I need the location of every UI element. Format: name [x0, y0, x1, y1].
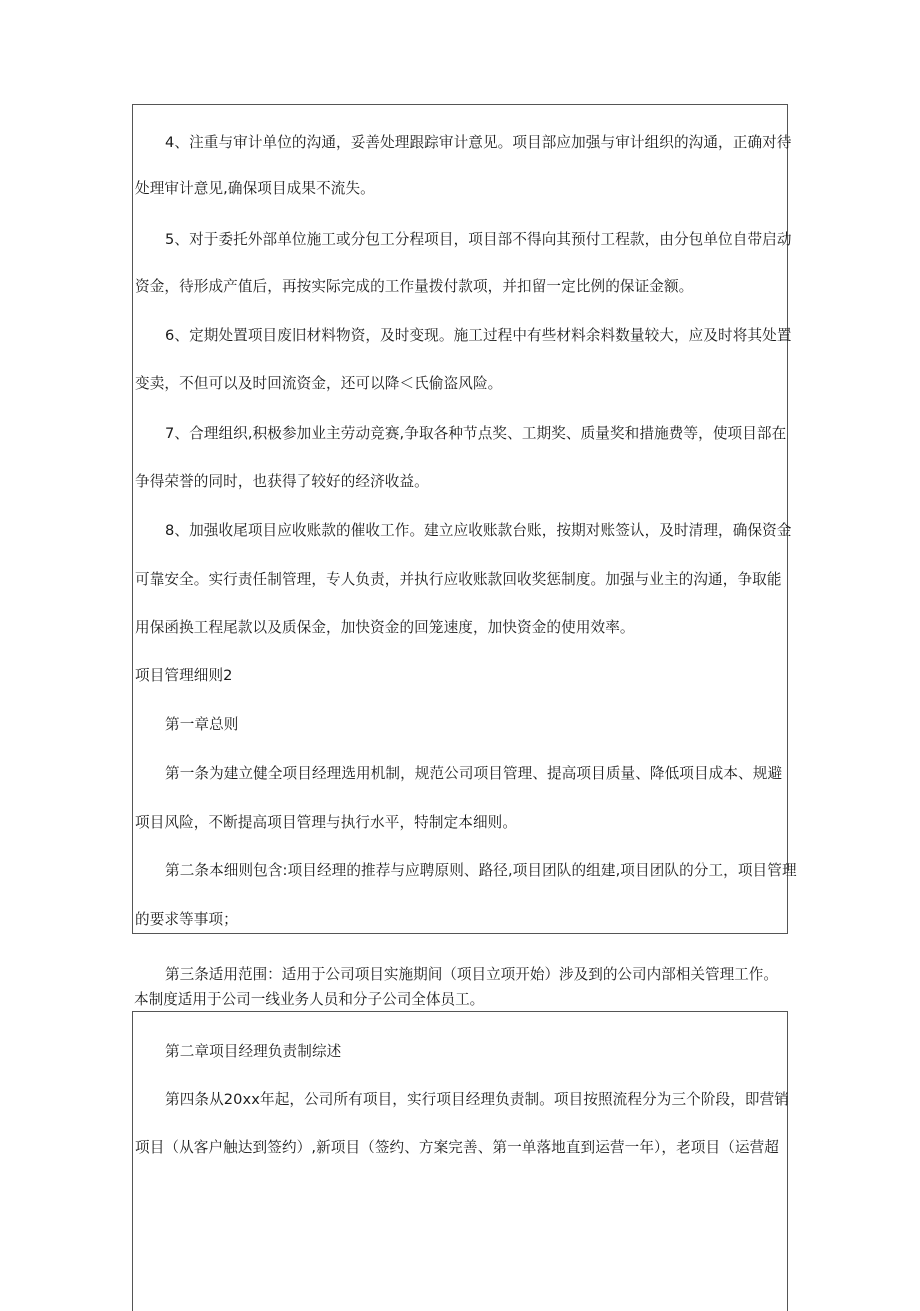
article-1-line-2: 项目风险，不断提高项目管理与执行水平，特制定本细则。: [135, 814, 518, 831]
section-heading-2: 项目管理细则2: [135, 667, 233, 684]
chapter-1-title: 第一章总则: [165, 716, 239, 733]
article-4-line-2: 项目（从客户触达到签约）,新项目（签约、方案完善、第一单落地直到运营一年），老项目（运营超: [135, 1139, 779, 1156]
article-4-line-1: 第四条从20xx年起，公司所有项目，实行项目经理负责制。项目按照流程分为三个阶段，即营销: [165, 1091, 789, 1108]
paragraph-8-line-3: 用保函换工程尾款以及质保金，加快资金的回笼速度，加快资金的使用效率。: [135, 619, 635, 636]
paragraph-8-line-2: 可靠安全。实行责任制管理，专人负责，并执行应收账款回收奖惩制度。加强与业主的沟通，争取能: [135, 571, 782, 588]
paragraph-4-line-1: 4、注重与审计单位的沟通，妥善处理跟踪审计意见。项目部应加强与审计组织的沟通，正确对待: [165, 134, 792, 151]
paragraph-4-line-2: 处理审计意见,确保项目成果不流失。: [135, 180, 375, 197]
paragraph-6-line-2: 变卖，不但可以及时回流资金，还可以降＜氏偷盗风险。: [135, 375, 503, 392]
article-3-line-1: 第三条适用范围：适用于公司项目实施期间（项目立项开始）涉及到的公司内部相关管理工作。: [165, 966, 778, 983]
paragraph-6-line-1: 6、定期处置项目废旧材料物资，及时变现。施工过程中有些材料余料数量较大，应及时将其处置: [165, 327, 792, 344]
article-1-line-1: 第一条为建立健全项目经理选用机制，规范公司项目管理、提高项目质量、降低项目成本、规避: [165, 765, 783, 782]
chapter-2-title: 第二章项目经理负责制综述: [165, 1043, 342, 1060]
paragraph-5-line-1: 5、对于委托外部单位施工或分包工分程项目，项目部不得向其预付工程款，由分包单位自带启动: [165, 231, 792, 248]
article-2-line-2: 的要求等事项；: [135, 911, 238, 928]
paragraph-5-line-2: 资金，待形成产值后，再按实际完成的工作量拨付款项，并扣留一定比例的保证金额。: [135, 278, 694, 295]
paragraph-8-line-1: 8、加强收尾项目应收账款的催收工作。建立应收账款台账，按期对账签认，及时清理，确保资金: [165, 522, 792, 539]
paragraph-7-line-1: 7、合理组织,积极参加业主劳动竞赛,争取各种节点奖、工期奖、质量奖和措施费等，使项目部在: [165, 425, 787, 442]
text-frame-1: [132, 104, 797, 934]
paragraph-7-line-2: 争得荣誉的同时，也获得了较好的经济收益。: [135, 473, 429, 490]
article-2-line-1: 第二条本细则包含:项目经理的推荐与应聘原则、路径,项目团队的组建,项目团队的分工，项目管理: [165, 862, 797, 879]
article-3-line-2: 本制度适用于公司一线业务人员和分子公司全体员工。: [134, 991, 485, 1008]
text-frame-2: [132, 1011, 788, 1311]
